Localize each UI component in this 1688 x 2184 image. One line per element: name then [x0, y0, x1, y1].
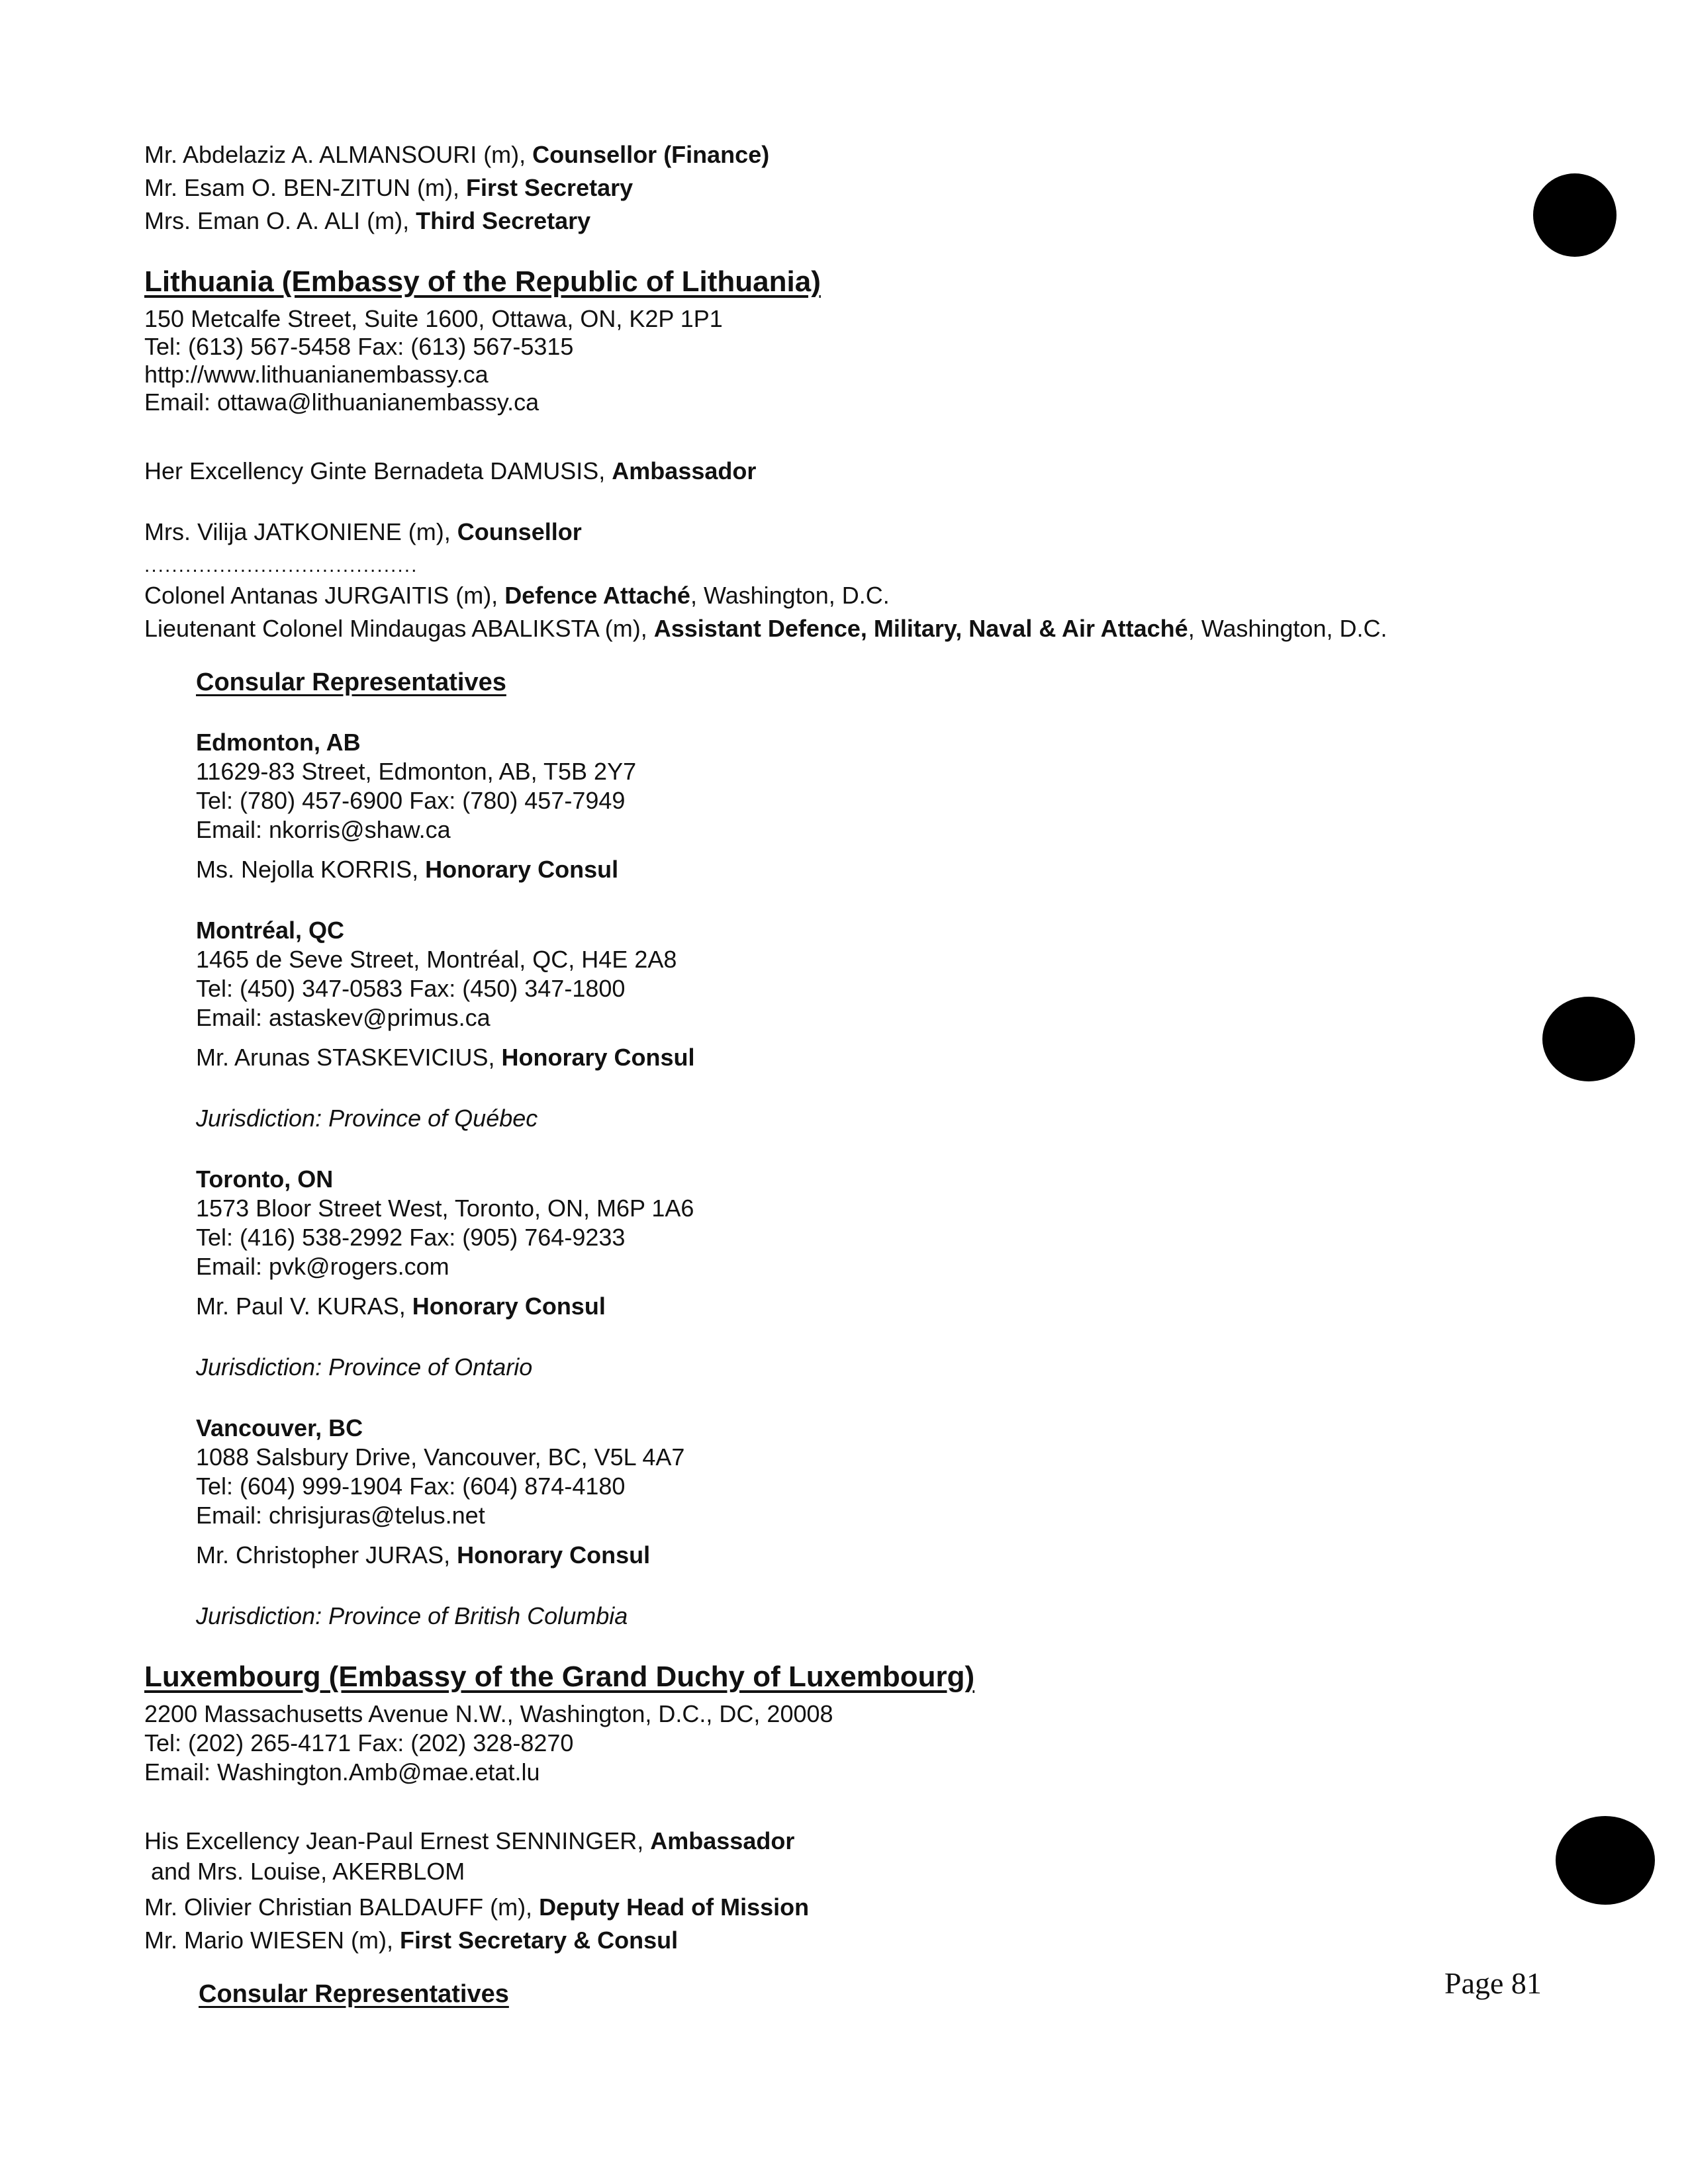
country-heading-lithuania: Lithuania (Embassy of the Republic of Lithuania): [144, 265, 821, 298]
staff-line: Mrs. Eman O. A. ALI (m), Third Secretary: [144, 207, 591, 234]
consul-line: Mr. Paul V. KURAS, Honorary Consul: [196, 1293, 606, 1320]
staff-line: Colonel Antanas JURGAITIS (m), Defence Attaché, Washington, D.C.: [144, 582, 890, 609]
separator-dots: ........................................: [144, 555, 418, 576]
staff-line: Mr. Abdelaziz A. ALMANSOURI (m), Counsellor (Finance): [144, 141, 770, 168]
consulate-address: 11629-83 Street, Edmonton, AB, T5B 2Y7: [196, 758, 637, 785]
consulate-city: Toronto, ON: [196, 1165, 334, 1193]
punch-hole: [1556, 1816, 1655, 1905]
staff-line: Mr. Olivier Christian BALDAUFF (m), Deputy Head of Mission: [144, 1893, 810, 1921]
embassy-website: http://www.lithuanianembassy.ca: [144, 361, 489, 388]
page-number: Page 81: [1444, 1966, 1542, 2000]
consul-line: Mr. Christopher JURAS, Honorary Consul: [196, 1541, 651, 1569]
embassy-email: Email: ottawa@lithuanianembassy.ca: [144, 388, 539, 416]
consulate-phone: Tel: (780) 457-6900 Fax: (780) 457-7949: [196, 787, 626, 814]
consul-line: Mr. Arunas STASKEVICIUS, Honorary Consul: [196, 1044, 695, 1071]
consulate-email: Email: pvk@rogers.com: [196, 1253, 449, 1280]
jurisdiction-note: Jurisdiction: Province of Ontario: [196, 1353, 533, 1381]
jurisdiction-note: Jurisdiction: Province of British Columbia: [196, 1602, 628, 1629]
consulate-phone: Tel: (450) 347-0583 Fax: (450) 347-1800: [196, 975, 626, 1002]
consulate-city: Edmonton, AB: [196, 729, 361, 756]
embassy-address: 150 Metcalfe Street, Suite 1600, Ottawa, ON, K2P 1P1: [144, 305, 723, 332]
consulate-address: 1088 Salsbury Drive, Vancouver, BC, V5L 4A7: [196, 1443, 685, 1471]
consulate-phone: Tel: (604) 999-1904 Fax: (604) 874-4180: [196, 1473, 626, 1500]
consulate-email: Email: chrisjuras@telus.net: [196, 1502, 485, 1529]
consulate-address: 1573 Bloor Street West, Toronto, ON, M6P 1A6: [196, 1195, 694, 1222]
consulate-email: Email: astaskev@primus.ca: [196, 1004, 491, 1031]
embassy-address: 2200 Massachusetts Avenue N.W., Washington, D.C., DC, 20008: [144, 1700, 833, 1727]
staff-line: Lieutenant Colonel Mindaugas ABALIKSTA (m), Assistant Defence, Military, Naval & Air Attaché, Washington, D.C.: [144, 615, 1387, 642]
ambassador-line: His Excellency Jean-Paul Ernest SENNINGER, Ambassador: [144, 1827, 795, 1854]
consul-line: Ms. Nejolla KORRIS, Honorary Consul: [196, 856, 619, 883]
spouse-line: and Mrs. Louise, AKERBLOM: [151, 1858, 465, 1885]
consulate-email: Email: nkorris@shaw.ca: [196, 816, 451, 843]
staff-line: Mrs. Vilija JATKONIENE (m), Counsellor: [144, 518, 582, 545]
punch-hole: [1533, 173, 1617, 257]
staff-line: Mr. Esam O. BEN-ZITUN (m), First Secretary: [144, 174, 633, 201]
consulate-phone: Tel: (416) 538-2992 Fax: (905) 764-9233: [196, 1224, 626, 1251]
consular-heading: Consular Representatives: [196, 668, 506, 696]
embassy-phone: Tel: (202) 265-4171 Fax: (202) 328-8270: [144, 1729, 574, 1756]
punch-hole: [1542, 997, 1635, 1081]
consular-heading: Consular Representatives: [199, 1980, 509, 2008]
ambassador-line: Her Excellency Ginte Bernadeta DAMUSIS, Ambassador: [144, 457, 757, 484]
embassy-phone: Tel: (613) 567-5458 Fax: (613) 567-5315: [144, 333, 574, 360]
consulate-address: 1465 de Seve Street, Montréal, QC, H4E 2A8: [196, 946, 677, 973]
jurisdiction-note: Jurisdiction: Province of Québec: [196, 1105, 538, 1132]
consulate-city: Montréal, QC: [196, 917, 345, 944]
consulate-city: Vancouver, BC: [196, 1414, 363, 1441]
embassy-email: Email: Washington.Amb@mae.etat.lu: [144, 1758, 540, 1786]
country-heading-luxembourg: Luxembourg (Embassy of the Grand Duchy of Luxembourg): [144, 1661, 975, 1693]
staff-line: Mr. Mario WIESEN (m), First Secretary & Consul: [144, 1927, 679, 1954]
